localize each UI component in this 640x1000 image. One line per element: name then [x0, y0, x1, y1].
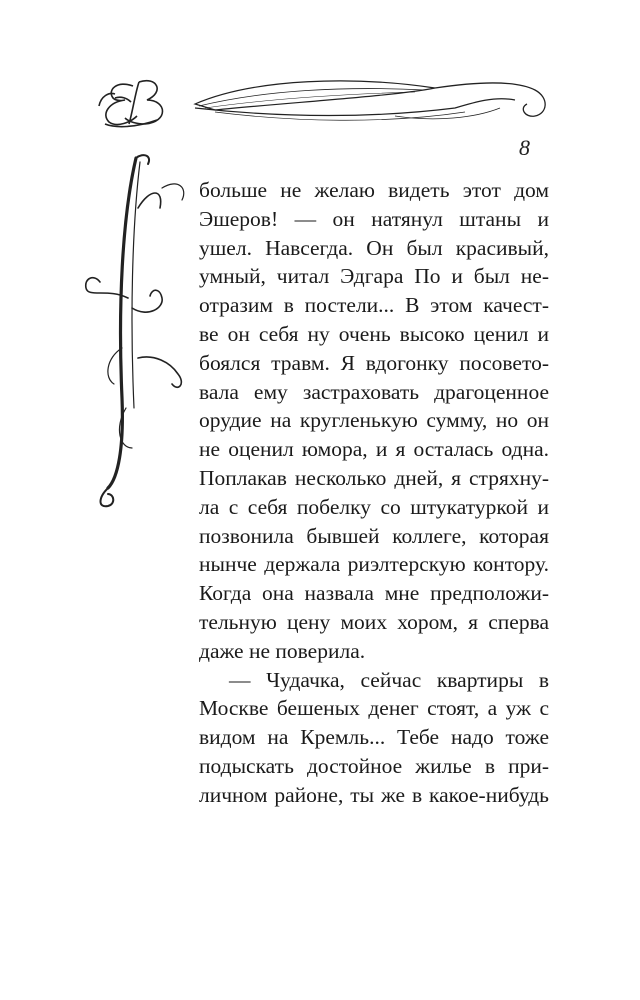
text-line: вала ему застраховать драгоценное — [199, 379, 549, 404]
text-line: ушел. Навсегда. Он был красивый, — [199, 235, 549, 260]
text-line: видом на Кремль... Тебе надо тоже — [199, 725, 549, 750]
text-line: Поплакав несколько дней, я стряхну- — [199, 465, 549, 490]
text-line: Москве бешеных денег стоят, а уж с — [199, 696, 549, 721]
text-line: позвонила бывшей коллеге, которая — [199, 523, 549, 548]
body-text — [199, 176, 549, 810]
text-line: ве он себя ну очень высоко ценил и — [199, 321, 549, 346]
text-line: ла с себя побелку со штукатуркой и — [199, 494, 549, 519]
text-line: даже не поверила. — [199, 638, 366, 663]
text-line: больше не желаю видеть этот дом — [199, 178, 549, 202]
text-line: — Чудачка, сейчас квартиры в — [229, 667, 549, 692]
text-line: Когда она назвала мне предположи- — [199, 581, 549, 606]
decorative-side-flourish-icon — [78, 148, 198, 518]
page-number: 8 — [519, 135, 530, 160]
text-line: умный, читал Эдгара По и был не- — [199, 264, 549, 289]
text-line: тельную цену моих хором, я сперва — [199, 609, 549, 634]
text-line: Эшеров! — он натянул штаны и — [199, 206, 549, 231]
text-line: отразим в постели... В этом качест- — [199, 293, 549, 318]
text-line: личном районе, ты же в какое-нибудь — [199, 782, 549, 807]
text-line: орудие на кругленькую сумму, но он — [199, 408, 549, 433]
text-line: подыскать достойное жилье в при- — [199, 753, 549, 778]
feather-flourish-icon — [195, 81, 545, 120]
monogram-icon — [99, 81, 163, 127]
header-ornament — [95, 62, 565, 142]
text-line: не оценил юмора, и я осталась одна. — [199, 437, 549, 462]
text-line: нынче держала риэлтерскую контору. — [199, 552, 549, 577]
text-line: боялся травм. Я вдогонку посовето- — [199, 350, 549, 375]
